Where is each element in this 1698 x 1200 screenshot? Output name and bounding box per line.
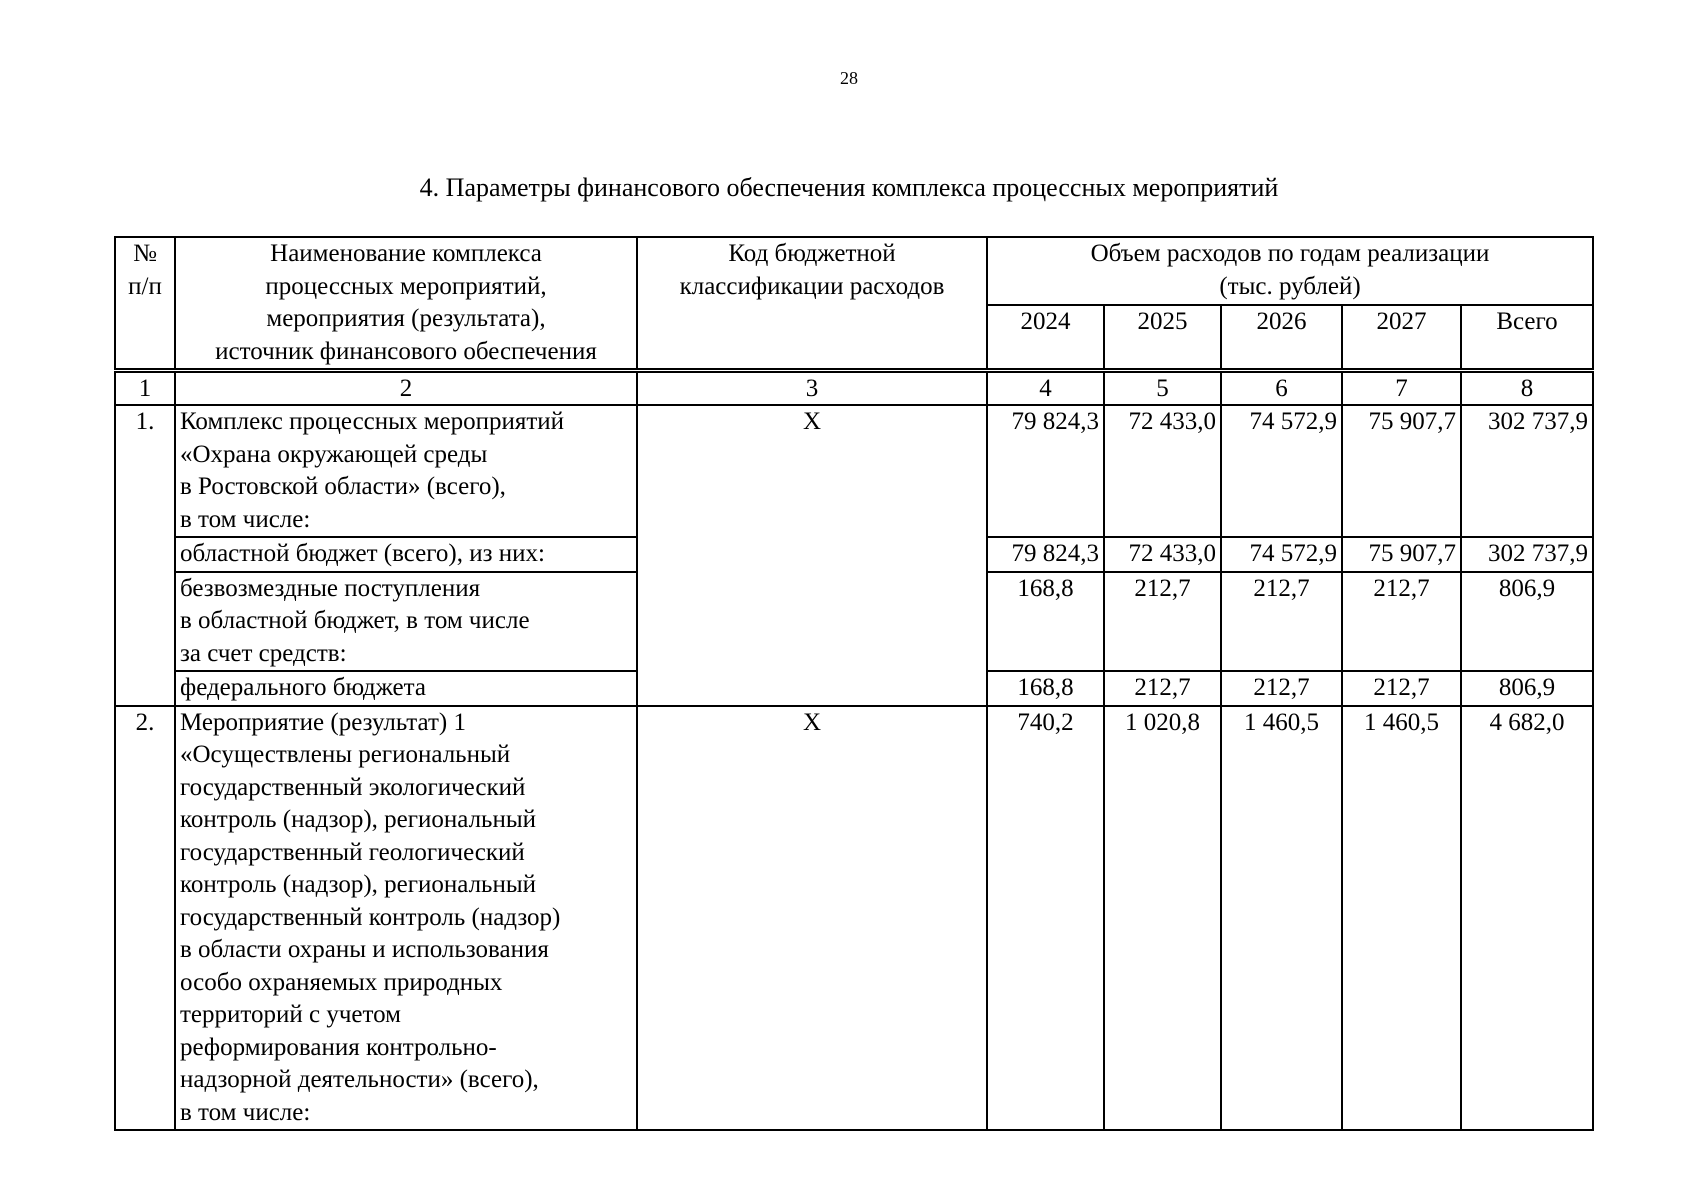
value-2027: 212,7 — [1342, 572, 1461, 672]
row-name: безвозмездные поступления в областной бюджет, в том числе за счет средств: — [175, 572, 637, 672]
header-year-2027: 2027 — [1342, 305, 1461, 370]
value-2025: 212,7 — [1104, 572, 1221, 672]
row-name: Комплекс процессных мероприятий «Охрана окружающей среды в Ростовской области» (всего), в том числе: — [175, 405, 637, 537]
row-name: Мероприятие (результат) 1 «Осуществлены региональный государственный экологический контроль (надзор), региональный государственный геологический контроль (надзор), региональный государственный контроль (надзор) в области охраны и использования особо охраняемых природных территорий с учетом реформирования контрольно- надзорной деятельности» (всего), в том числе: — [175, 706, 637, 1131]
page-number: 28 — [840, 68, 858, 88]
value-2025: 212,7 — [1104, 671, 1221, 706]
header-total: Всего — [1461, 305, 1593, 370]
header-year-2026: 2026 — [1221, 305, 1342, 370]
column-number: 7 — [1342, 371, 1461, 406]
column-number: 1 — [115, 371, 175, 406]
value-2026: 74 572,9 — [1221, 405, 1342, 537]
column-number: 2 — [175, 371, 637, 406]
value-2025: 1 020,8 — [1104, 706, 1221, 1131]
value-total: 302 737,9 — [1461, 537, 1593, 572]
column-number: 3 — [637, 371, 987, 406]
header-budget-code: Код бюджетной классификации расходов — [637, 237, 987, 371]
table-row — [115, 405, 1593, 537]
column-number: 6 — [1221, 371, 1342, 406]
row-number: 1. — [115, 405, 175, 706]
value-total: 302 737,9 — [1461, 405, 1593, 537]
value-2024: 168,8 — [987, 671, 1104, 706]
row-name: областной бюджет (всего), из них: — [175, 537, 637, 572]
header-number: № п/п — [115, 237, 175, 371]
value-2027: 75 907,7 — [1342, 537, 1461, 572]
header-volume: Объем расходов по годам реализации (тыс. рублей) — [987, 237, 1593, 305]
row-budget-code: Х — [637, 405, 987, 706]
financing-table — [114, 236, 1594, 1131]
column-number: 8 — [1461, 371, 1593, 406]
value-2026: 1 460,5 — [1221, 706, 1342, 1131]
value-2024: 168,8 — [987, 572, 1104, 672]
column-number: 4 — [987, 371, 1104, 406]
header-year-2024: 2024 — [987, 305, 1104, 370]
table-row — [115, 706, 1593, 1131]
header-row-1 — [115, 237, 1593, 305]
value-2027: 75 907,7 — [1342, 405, 1461, 537]
value-2026: 74 572,9 — [1221, 537, 1342, 572]
value-2024: 79 824,3 — [987, 537, 1104, 572]
value-2026: 212,7 — [1221, 572, 1342, 672]
value-2024: 740,2 — [987, 706, 1104, 1131]
header-year-2025: 2025 — [1104, 305, 1221, 370]
value-total: 806,9 — [1461, 671, 1593, 706]
column-number: 5 — [1104, 371, 1221, 406]
row-budget-code: Х — [637, 706, 987, 1131]
document-title: 4. Параметры финансового обеспечения комплекса процессных мероприятий — [419, 173, 1279, 202]
row-number: 2. — [115, 706, 175, 1131]
row-name: федерального бюджета — [175, 671, 637, 706]
value-2025: 72 433,0 — [1104, 405, 1221, 537]
value-total: 4 682,0 — [1461, 706, 1593, 1131]
value-2025: 72 433,0 — [1104, 537, 1221, 572]
value-2024: 79 824,3 — [987, 405, 1104, 537]
header-name: Наименование комплекса процессных мероприятий, мероприятия (результата), источник финансового обеспечения — [175, 237, 637, 371]
value-2027: 212,7 — [1342, 671, 1461, 706]
value-total: 806,9 — [1461, 572, 1593, 672]
value-2026: 212,7 — [1221, 671, 1342, 706]
column-numbers-row — [115, 371, 1593, 406]
value-2027: 1 460,5 — [1342, 706, 1461, 1131]
